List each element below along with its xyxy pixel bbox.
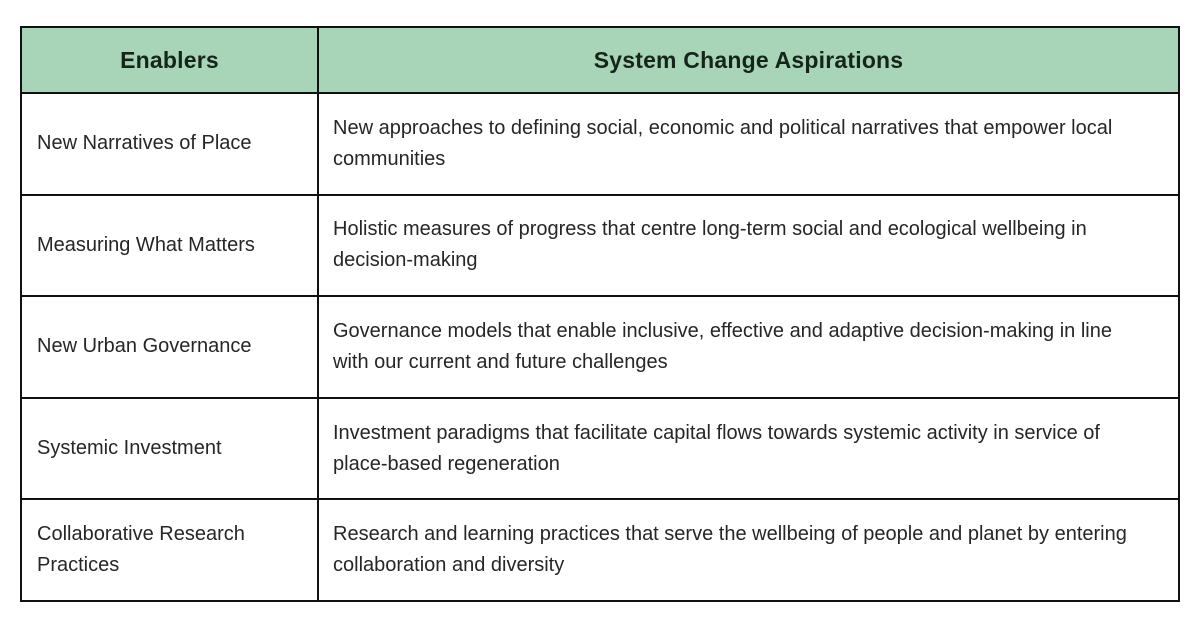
table-row — [21, 93, 1179, 195]
table-row — [21, 195, 1179, 297]
enabler-cell: Systemic Investment — [21, 398, 318, 500]
aspiration-cell: Governance models that enable inclusive, effective and adaptive decision-making in line with our current and future challenges — [318, 296, 1179, 398]
enabler-cell: Measuring What Matters — [21, 195, 318, 297]
enabler-cell: New Narratives of Place — [21, 93, 318, 195]
enablers-aspirations-table — [20, 26, 1180, 602]
table-row — [21, 398, 1179, 500]
aspiration-cell: Investment paradigms that facilitate capital flows towards systemic activity in service of place-based regeneration — [318, 398, 1179, 500]
enabler-cell: New Urban Governance — [21, 296, 318, 398]
header-row — [21, 27, 1179, 93]
aspiration-cell: New approaches to defining social, economic and political narratives that empower local communities — [318, 93, 1179, 195]
enabler-cell: Collaborative Research Practices — [21, 499, 318, 601]
aspiration-cell: Holistic measures of progress that centre long-term social and ecological wellbeing in decision-making — [318, 195, 1179, 297]
table-row — [21, 499, 1179, 601]
table-row — [21, 296, 1179, 398]
enablers-column-header: Enablers — [21, 27, 318, 93]
aspiration-cell: Research and learning practices that serve the wellbeing of people and planet by entering collaboration and diversity — [318, 499, 1179, 601]
aspirations-column-header: System Change Aspirations — [318, 27, 1179, 93]
